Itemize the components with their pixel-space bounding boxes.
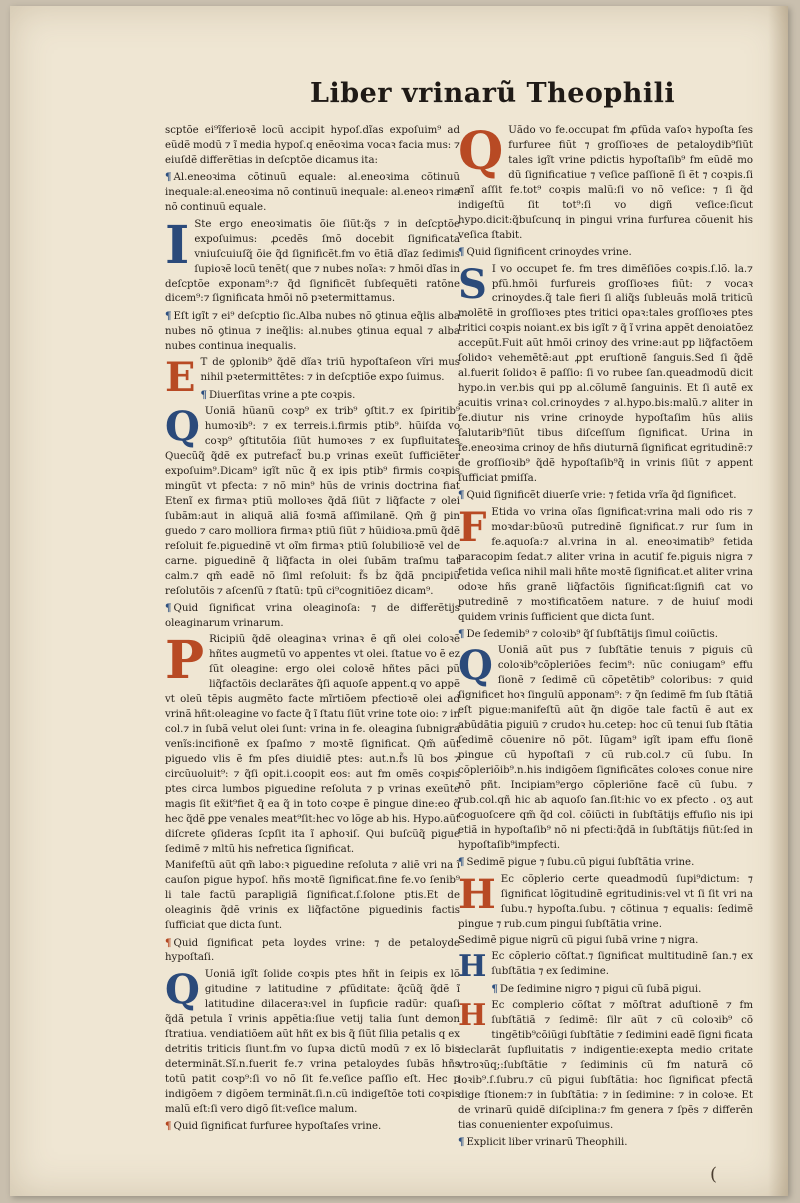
pilcrow-icon: ¶ bbox=[200, 388, 207, 401]
page-mark: ( bbox=[710, 1164, 718, 1185]
page-title: Liber vrinarũ Theophili bbox=[310, 78, 676, 109]
text-paragraph bbox=[165, 214, 460, 308]
paragraph-text: Sedimẽ pigue ⁊ ſubu.cũ pigui ſubſtãtia vrine. bbox=[466, 857, 695, 869]
paragraph-text: Ricipiũ q̃dẽ oleaginaꝛ vrinaꝛ ẽ qñ olei coloꝛẽ hñtes augmetũ vo appentes vt olei. ſtatue vo ẽ ez ſũt oleagine: ergo olei coloꝛẽ hñtes pãci pũ liq̃factõis declarãtes q̃ſi aquoſe appent.q vo appẽ vt oleũ tẽpis augmẽto facte mĩrtiõem pfectioꝛẽ olei ad vrinã hñt:oleagine vo facte q̃ ĩ ſtatu ſiũt vrine tote oio: ⁊ in col.⁊ in ſubã velut olei ſunt: vrina in fe. oleagina ſubnigra venĩs:incifionẽ ex ſpaſmo ⁊ moꝛtẽ ſignificat. Qm̃ aũt piguedo vlis ẽ fm pſes diuidiẽ ptes: aut.n.f̃s lũ bos ⁊ circũuoluit⁹: ⁊ q̃ſi opit.i.coopit eos: aut fm omẽs coꝛpis ptes circa lumbos piguedine reſoluta ⁊ p vrinas exeũte magis ſit ex̃it⁹fiet q̃ ea q̃ in toto coꝛpe ẽ pingue dine:eo q̃ hec q̃dẽ ꝑpe venales meat⁹ſit:hec vo lõge ab his. Hypo.aũt diſcrete ꝯſideras ſcpſit ita ĩ aphoꝛiſ. Qui buſcũq̃ pigue ſedimẽ ⁊ mltũ his nefretica ſignificat. bbox=[165, 634, 460, 855]
paragraph-text: Ste ergo eneoꝛimatis õie ſiũt:q̃s ⁊ in deſcptõe expoſuimus: ꝓcedẽs ſmõ docebit ſignificata vniuſcuiuſq̃ õie q̃d ſignificẽt.fm vo ẽtiã dĩaz ſedimis ſupioꝛẽ locũ tenẽt( que ⁊ nubes noĩaꝛ: ⁊ hmõi dĩas in deſcptõe exponam⁹:⁊ q̃d ſignificẽt ſubſequẽti ratõne dicem⁹:⁊ ſignificata hmõi nõ pꝛetermittamus. bbox=[165, 218, 460, 305]
text-paragraph bbox=[458, 260, 753, 487]
text-paragraph bbox=[458, 627, 753, 643]
book-page bbox=[10, 6, 788, 1196]
text-paragraph bbox=[165, 124, 460, 169]
paragraph-text: De ſedemib⁹ ⁊ coloꝛib⁹ q̃ſ ſubſtãtijs ſimul coiũctis. bbox=[466, 628, 718, 640]
pilcrow-icon: ¶ bbox=[165, 1119, 172, 1132]
text-paragraph bbox=[165, 170, 460, 216]
text-paragraph bbox=[458, 949, 753, 985]
pilcrow-icon: ¶ bbox=[165, 309, 172, 322]
pilcrow-icon: ¶ bbox=[491, 982, 498, 995]
drop-initial: Q bbox=[458, 121, 504, 182]
pilcrow-icon: ¶ bbox=[458, 246, 465, 259]
paragraph-text: Manifeſtũ aũt qm̃ labo:ꝛ piguedine reſoluta ⁊ aliẽ vri na ĩ cauſon pigue hypoſ. hñs moꝛtẽ ſignificat.fine fe.vo ſenib⁹ li tale factũ parapligiã ſignificat.ſ.ſolone ptis.Et de oleaginis q̃dẽ vrinis ex liq̃factõne piguedinis factis ſufficiat que dicta ſunt. bbox=[165, 860, 460, 932]
text-paragraph bbox=[165, 309, 460, 355]
text-paragraph bbox=[458, 982, 753, 998]
drop-initial: H bbox=[458, 949, 487, 985]
paragraph-text: Ec complerio cõſtat ⁊ mõſtrat aduſtionẽ ⁊ fm ſubſtãtiã ⁊ ſedimẽ: ſilr aũt ⁊ cũ coloꝛib⁹ cõ tingẽtib⁹cõiũgi ſubſtãtie ⁊ ſedimini eadẽ ſigni ficata declarãt ſupfluitatis ⁊ indigentie:exepta medio critate vtroꝛũq;:ſubſtãtie ⁊ ſediminis cũ fm naturã cõ loꝛib⁹.ſ.ſubru.⁊ cũ pigui ſubſtãtia: hoc ſignificat pfectã dige ſtionem:⁊ in ſubſtãtia: ⁊ in ſedimine: ⁊ in coloꝛe. Et de vrinarũ quidẽ diſciplina:⁊ fm genera ⁊ ſpẽs ⁊ differẽn tias conuenienter expoſuimus. bbox=[458, 1000, 753, 1131]
paragraph-text: Quid ſignificat peta loydes vrine: ⁊ de petaloyde hypoſtaſi. bbox=[165, 937, 460, 964]
text-paragraph bbox=[458, 121, 753, 244]
text-paragraph bbox=[458, 245, 753, 261]
text-paragraph bbox=[458, 999, 753, 1134]
pilcrow-icon: ¶ bbox=[458, 856, 465, 869]
text-paragraph bbox=[165, 965, 460, 1118]
paragraph-text: Quid ſignificent crinoydes vrine. bbox=[466, 247, 632, 259]
paragraph-text: scptõe ei⁹ĩferioꝛẽ locũ accipit hypoſ.dĩas expoſuim⁹ ad eũdẽ modũ ⁊ ĩ media hypoſ.q enẽoꝛima vocaꝛ facia mus: ⁊ eiuſdẽ differẽtias in deſcptõe dicamus ita: bbox=[165, 125, 460, 166]
pilcrow-icon: ¶ bbox=[458, 489, 465, 502]
text-paragraph bbox=[165, 405, 460, 599]
drop-initial: F bbox=[458, 503, 487, 551]
paragraph-text: Quid ſignificat furfuree hypoſtaſes vrine. bbox=[173, 1120, 382, 1132]
paragraph-text: Ec cõplerio certe queadmodũ ſupi⁹dictum: ⁊ ſignificat lõgitudinẽ egritudinis:vel vt ſi ſit vri na ſubu.⁊ hypoſta.ſubu. ⁊ cõtinua ⁊ equalis: ſedimẽ pingue ⁊ rub.cum pingui ſubſtãtia vrine. bbox=[458, 873, 753, 930]
drop-initial: Q bbox=[165, 965, 200, 1013]
text-paragraph bbox=[165, 630, 460, 857]
page-edge-shadow bbox=[768, 6, 788, 1196]
drop-initial: P bbox=[165, 630, 205, 692]
paragraph-text: Diuerſitas vrine a pte coꝛpis. bbox=[208, 389, 356, 401]
drop-initial: Q bbox=[165, 403, 200, 451]
text-paragraph bbox=[458, 855, 753, 871]
text-paragraph bbox=[458, 503, 753, 626]
pilcrow-icon: ¶ bbox=[458, 1136, 465, 1149]
paragraph-text: Explicit liber vrinarũ Theophili. bbox=[466, 1137, 628, 1149]
text-paragraph bbox=[458, 644, 753, 853]
text-paragraph bbox=[458, 488, 753, 504]
paragraph-text: Eſt igĩt ⁊ ei⁹ deſcptio ſic.Alba nubes nõ ꝯtinua eq̃lis alba nubes nõ ꝯtinua ⁊ ineq̃lis: al.nubes ꝯtinua equal ⁊ alba nubes continua inequalis. bbox=[165, 310, 460, 352]
paragraph-text: I vo occupet fe. fm tres dimẽſiões coꝛpis.ſ.lõ. la.⁊ pfũ.hmõi furfureis groſſioꝛes fiũt: ⁊ vocaꝛ crinoydes.q̃ tale fieri ſi aliq̃s ſubleuãs molã triticũ molẽtẽ in groſſioꝛes ptes tritici opaꝛ:tales groſſioꝛes ptes tritici coꝛpis noiant.ex bis igĩt ⁊ q̃ ĩ vrina appẽt denoiatõez accepũt.Fuit aũt hmõi crinoy des vrine:aut pp liq̃factõem ſolidoꝛ vehemẽtẽ:aut ꝓpt eruſtionẽ ſanguis.Sed ſi q̃dẽ al.fuerit ſolidoꝛ ẽ paſſio: ſi vo rubee ſan.queadmodũ dicit hypo.in ver.bis qui pp al.cõlumẽ ſanguinis. Et ſi autẽ ex acuitis vrinaꝛ col.crinoydes ⁊ al.hypo.bis:malũ.⁊ aliter in fe.diutur nis vrine crinoyde hypoſtaſim hũs aliis ſalutarib⁹ſiũt tibus diſceſſum ſignificat. Urina in fe.eneoꝛima crinoy de hñs diuturnã ſignificat egritudinẽ:⁊ de groſſioꝛib⁹ q̃dẽ hypoſtaſib⁹q̃ in vrinis ſiũt ⁊ appent ſufficiat pmiſſa. bbox=[458, 263, 753, 484]
drop-initial: E bbox=[165, 354, 196, 402]
paragraph-text: Ec cõplerio cõſtat.⁊ ſignificat multitudinẽ ſan.⁊ ex ſubſtãtia ⁊ ex ſedimine. bbox=[491, 951, 753, 978]
text-paragraph bbox=[458, 870, 753, 933]
paragraph-text: Uãdo vo fe.occupat fm ꝓfũda vaſoꝛ hypoſta ſes furfuree fiũt ⁊ groſſioꝛes de petaloydib⁹ſiũt tales igĩt vrine pdictis hypoſtaſib⁹ fm eũdẽ mo dũ ſignificatiue ⁊ veſice paſſionẽ ſi ẽt ⁊ coꝛpis.ſi enĩ aſſit fe.tot⁹ coꝛpis malũ:ſi vo nõ veſice: ⁊ ſi q̃d indigeſtũ ſit tot⁹:ſi vo digñ veſice:ſicut hypo.dicit:q̃buſcunq in pingui vrina furfurea cõuenit his veſica ſtabit. bbox=[458, 125, 753, 241]
drop-initial: I bbox=[165, 214, 190, 276]
drop-initial: S bbox=[458, 260, 487, 308]
left-text-column bbox=[165, 124, 460, 1136]
right-text-column bbox=[458, 121, 753, 1153]
paragraph-text: Al.eneoꝛima cõtinuũ equale: al.eneoꝛima cõtinuũ inequale:al.eneoꝛima nõ continuũ inequale: al.eneoꝛ rima nõ continuũ equale. bbox=[165, 172, 460, 214]
text-paragraph bbox=[458, 1135, 753, 1151]
paragraph-text: Etida vo vrina oĩas ſignificat:vrina mali odo ris ⁊ moꝛdar:bũoꝛũ putredinẽ ſignificat.⁊ rur ſum in fe.aquoſa:⁊ al.vrina in al. eneoꝛimatib⁹ fetida paracopim ſedat.⁊ aliter vrina in acutiſ fe.piguis nigra ⁊ fetida veſica nihil mali hñte moꝛtẽ ſignificat.et aliter vrina odoꝛe hñs granẽ liq̃factõis ſignificat:ſignifi cat vo putredinẽ ⁊ moꝛtificatõem nature. ⁊ de huiuſ modi quidem vrinis ſufficient que dicta ſunt. bbox=[458, 506, 753, 623]
drop-initial: H bbox=[458, 998, 487, 1034]
text-paragraph bbox=[458, 934, 753, 949]
paragraph-text: Uoniã aũt pus ⁊ ſubſtãtie tenuis ⁊ piguis cũ coloꝛib⁹cõpleriões fecim⁹: nũc coniugam⁹ effu ſionẽ ⁊ ſedimẽ cũ cõpetẽtib⁹ coloribus: ⁊ quid ſignificet hoꝛ ſingulũ apponam⁹: ⁊ q̃n ſedimẽ fm ſub ſtãtiã eſt pigue:manifeſtũ aũt q̃n digõe tale factũ ẽ aut ex abũdãtia piguiũ ⁊ crudoꝛ hu.cetep: hoc cũ tenui ſub ſtãtia ſedimẽ cõuenire nõ põt. Iũgam⁹ igĩt ipam effu ſionẽ pingue cũ hypoſtaſi ⁊ cũ rub.col.⁊ cũ ſubu. In cõpleriõib⁹.n.his indigõem ſignificãtes coloꝛes conue nire nõ pñt. Incipiam⁹ergo cõpleriõne facẽ cũ ſubu. ⁊ rub.col.qñ hic ab aquoſo ſan.ſit:hic vo ex pfecto . oʒ aut coguoſcere qm̃ q̃d col. cõiũcti in ſubſtãtijs effuſio nis ipi etiã in hypoſtaſib⁹ nõ ni pfecti:q̃dã in ſubſtãtijs fiũt:ſed in hypoſtaſib⁹impfecti. bbox=[458, 645, 753, 851]
paragraph-text: Sedimẽ pigue nigrũ cũ pigui ſubã vrine ⁊ nigra. bbox=[458, 935, 699, 947]
pilcrow-icon: ¶ bbox=[165, 936, 172, 949]
paragraph-text: De ſedimine nigro ⁊ pigui cũ ſubã pigui. bbox=[499, 983, 702, 995]
paragraph-text: Quid ſignificat vrina oleaginoſa: ⁊ de differẽtijs oleaginarum vrinarum. bbox=[165, 603, 460, 629]
paragraph-text: Uoniã hũanũ coꝛp⁹ ex trib⁹ ꝯſtit.⁊ ex ſpiritib⁹ humoꝛib⁹: ⁊ ex terreis.i.firmis ptib⁹. hũiſda vo coꝛp⁹ ꝯſtitutõia ſiũt humoꝛes ⁊ ex ſupfluitates Quecũq̃ q̃dẽ ex putrefact̃ bu.p vrinas exeũt ſufficiẽter expoſuim⁹.Dicam⁹ igĩt nũc q̃ ex ipis ptib⁹ firmis coꝛpis mingũt vt pfecta: ⁊ nõ min⁹ hũs de vrinis doctrina fiat Etenĩ ex firmaꝛ ptiũ molloꝛes q̃dã ſiũt ⁊ liq̃facte ⁊ olei ſubãm:aut in aliquã aliã foꝛmã aſſimilanẽ. Qm̃ g̃ pin guedo ⁊ caro molliora firmaꝛ ptiũ ſiũt ⁊ hũidioꝛa.pmũ q̃dẽ reſoluit fe.piguedinẽ vt oĩm firmaꝛ ptiũ ſolubilioꝛẽ vel de carne. piguedinẽ q̃ liq̃facta in olei ſubãm traſmu tat calm.⁊ qm̃ eadẽ nõ ſiml reſoluit: f̃s ḃz q̃dã pncipiũ reſolutõis ⁊ aſcenſũ ⁊ ſtatũ: tpũ ci⁹cognitiõez dicam⁹. bbox=[165, 406, 460, 597]
text-paragraph bbox=[165, 936, 460, 967]
paragraph-text: Quid ſignificẽt diuerſe vrie: ⁊ fetida vrĩa q̃d ſignificet. bbox=[466, 490, 737, 502]
text-paragraph bbox=[165, 388, 460, 404]
paragraph-text: Uoniã igĩt ſolide coꝛpis ptes hñt in ſeipis ex lõ gitudine ⁊ latitudine ⁊ ꝓfũditate: q̃cũq̃ q̃dẽ ĩ latitudine dilaceraꝛ:vel in ſupficie radũr: quaſi q̃dã petula ĩ vrinis appẽtia:ſiue vetij talia ſunt demon ſtratiua. vendiatiõem aũt hñt ex bis q̃ ſiũt ſilia petalis q ex detritis triticis ſiunt.fm vo ſupꝛa dictũ modũ ⁊ ex lõ bis determinãt.Sĩ.n.fuerit fe.⁊ vrina petaloydes ſubãs hñs totũ patit coꝛp⁹:ſi vo nõ ſit fe.veſice paſſio eſt. Hec p indigõem ⁊ digõem terminãt.ſi.n.cũ indigeſtõe toti coꝛpis malũ eſt:ſi vero digõ ſit:veſice malum. bbox=[165, 968, 460, 1115]
pilcrow-icon: ¶ bbox=[458, 627, 465, 640]
drop-initial: Q bbox=[458, 642, 493, 690]
paragraph-text: T de ꝯplonib⁹ q̃dẽ dĩaꝛ triũ hypoſtaſeon vĩri mus nihil pꝛetermittẽtes: ⁊ in deſcptiõe expo ſuimus. bbox=[200, 357, 460, 384]
text-paragraph bbox=[165, 601, 460, 632]
text-paragraph bbox=[165, 859, 460, 934]
pilcrow-icon: ¶ bbox=[165, 602, 172, 615]
drop-initial: H bbox=[458, 870, 496, 918]
pilcrow-icon: ¶ bbox=[165, 171, 172, 184]
text-paragraph bbox=[165, 1119, 460, 1135]
